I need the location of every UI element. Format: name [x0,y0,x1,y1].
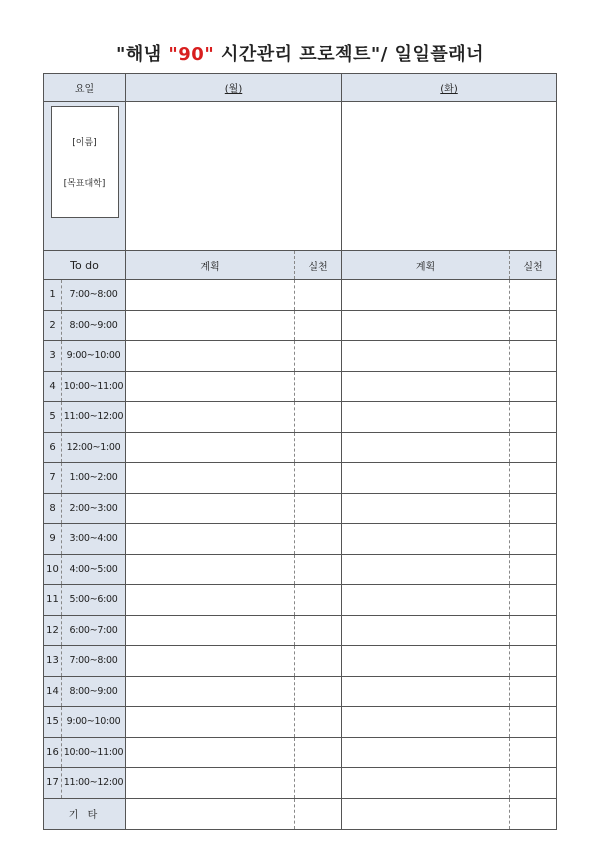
header-row [44,74,557,102]
done-cell-day2[interactable] [510,707,557,738]
slot-time: 7:00~8:00 [62,646,126,677]
plan-cell-day2[interactable] [342,493,510,524]
plan-cell-day1[interactable] [126,615,295,646]
plan-cell-day2[interactable] [342,371,510,402]
slot-time: 6:00~7:00 [62,615,126,646]
plan-cell-day2[interactable] [342,768,510,799]
time-slot-row [44,371,557,402]
plan-cell-day2[interactable] [342,676,510,707]
time-slot-row [44,676,557,707]
time-slot-row [44,463,557,494]
done-cell-day2[interactable] [510,737,557,768]
time-slot-row [44,737,557,768]
plan-cell-day2[interactable] [342,341,510,372]
slot-number: 1 [44,280,62,311]
plan-cell-day2[interactable] [342,615,510,646]
done-cell-day1[interactable] [295,341,342,372]
slot-number: 7 [44,463,62,494]
yoil-label: 요일 [44,74,126,102]
time-slot-row [44,432,557,463]
done-cell-day1[interactable] [295,737,342,768]
done-cell-day1[interactable] [295,402,342,433]
slot-number: 5 [44,402,62,433]
slot-time: 8:00~9:00 [62,676,126,707]
plan-cell-day2[interactable] [342,310,510,341]
plan-cell-day2[interactable] [342,646,510,677]
slot-number: 10 [44,554,62,585]
time-slot-row [44,402,557,433]
plan-cell-day1[interactable] [126,463,295,494]
plan-cell-day2[interactable] [342,554,510,585]
slot-time: 5:00~6:00 [62,585,126,616]
plan-cell-day1[interactable] [126,707,295,738]
plan-cell-day1[interactable] [126,280,295,311]
footer-row [44,798,557,829]
done-cell-day1[interactable] [295,554,342,585]
name-field: [이름] [72,138,97,148]
column-header-row [44,251,557,280]
slot-time: 12:00~1:00 [62,432,126,463]
plan-cell-day2[interactable] [342,737,510,768]
done-cell-day2[interactable] [510,554,557,585]
done-cell-day1[interactable] [295,585,342,616]
done-cell-day2[interactable] [510,402,557,433]
misc-done-day2[interactable] [510,798,557,829]
plan-cell-day1[interactable] [126,493,295,524]
plan-header-day1: 계획 [126,251,295,280]
time-slot-row [44,310,557,341]
done-cell-day2[interactable] [510,676,557,707]
slot-number: 4 [44,371,62,402]
slot-time: 11:00~12:00 [62,768,126,799]
done-cell-day2[interactable] [510,493,557,524]
planner-table [43,73,557,830]
time-slot-row [44,585,557,616]
slot-time: 2:00~3:00 [62,493,126,524]
plan-cell-day2[interactable] [342,463,510,494]
time-slot-row [44,524,557,555]
slot-time: 9:00~10:00 [62,341,126,372]
time-slot-row [44,554,557,585]
plan-cell-day1[interactable] [126,737,295,768]
plan-cell-day2[interactable] [342,707,510,738]
plan-cell-day2[interactable] [342,280,510,311]
slot-number: 8 [44,493,62,524]
done-header-day1: 실천 [295,251,342,280]
done-cell-day1[interactable] [295,310,342,341]
plan-cell-day2[interactable] [342,585,510,616]
misc-plan-day2[interactable] [342,798,510,829]
todo-name-cell [44,102,126,251]
time-slot-row [44,615,557,646]
slot-time: 10:00~11:00 [62,737,126,768]
done-cell-day2[interactable] [510,432,557,463]
plan-cell-day1[interactable] [126,310,295,341]
time-slot-row [44,493,557,524]
misc-done-day1[interactable] [295,798,342,829]
plan-cell-day1[interactable] [126,646,295,677]
done-cell-day2[interactable] [510,280,557,311]
done-cell-day1[interactable] [295,646,342,677]
done-cell-day2[interactable] [510,768,557,799]
plan-cell-day2[interactable] [342,524,510,555]
day2-label: (화) [440,84,458,95]
done-cell-day1[interactable] [295,463,342,494]
done-header-day2: 실천 [510,251,557,280]
done-cell-day1[interactable] [295,768,342,799]
target-school-field: [목표대학] [63,179,106,189]
done-cell-day2[interactable] [510,371,557,402]
todo-day1[interactable] [126,102,342,251]
done-cell-day1[interactable] [295,371,342,402]
done-cell-day2[interactable] [510,646,557,677]
time-slot-row [44,646,557,677]
slot-time: 7:00~8:00 [62,280,126,311]
misc-plan-day1[interactable] [126,798,295,829]
slot-time: 3:00~4:00 [62,524,126,555]
plan-cell-day2[interactable] [342,402,510,433]
done-cell-day1[interactable] [295,676,342,707]
slot-number: 15 [44,707,62,738]
done-cell-day2[interactable] [510,615,557,646]
plan-cell-day1[interactable] [126,768,295,799]
done-cell-day1[interactable] [295,615,342,646]
done-cell-day1[interactable] [295,493,342,524]
slot-number: 2 [44,310,62,341]
slot-time: 1:00~2:00 [62,463,126,494]
plan-cell-day1[interactable] [126,585,295,616]
plan-cell-day1[interactable] [126,524,295,555]
done-cell-day2[interactable] [510,341,557,372]
done-cell-day2[interactable] [510,524,557,555]
plan-cell-day1[interactable] [126,341,295,372]
done-cell-day1[interactable] [295,707,342,738]
slot-number: 6 [44,432,62,463]
time-slot-row [44,707,557,738]
plan-cell-day1[interactable] [126,432,295,463]
slot-number: 14 [44,676,62,707]
todo-row [44,102,557,251]
plan-cell-day1[interactable] [126,402,295,433]
plan-cell-day1[interactable] [126,371,295,402]
time-slot-row [44,768,557,799]
time-slot-row [44,341,557,372]
title-suffix: 시간관리 프로젝트"/ 일일플래너 [214,44,485,65]
slot-number: 9 [44,524,62,555]
done-cell-day2[interactable] [510,463,557,494]
plan-cell-day1[interactable] [126,554,295,585]
slot-time: 9:00~10:00 [62,707,126,738]
slot-number: 13 [44,646,62,677]
todo-label: To do [44,251,126,280]
slot-number: 16 [44,737,62,768]
done-cell-day2[interactable] [510,310,557,341]
day1-label: (월) [224,84,243,95]
todo-day2[interactable] [342,102,557,251]
day1-header[interactable] [126,74,342,102]
slot-time: 4:00~5:00 [62,554,126,585]
time-slot-row [44,280,557,311]
done-cell-day1[interactable] [295,524,342,555]
misc-label: 기 타 [44,798,126,829]
done-cell-day2[interactable] [510,585,557,616]
slot-time: 8:00~9:00 [62,310,126,341]
page-title [0,40,600,66]
day2-header[interactable] [342,74,557,102]
slot-number: 11 [44,585,62,616]
slot-time: 11:00~12:00 [62,402,126,433]
done-cell-day1[interactable] [295,280,342,311]
title-prefix: "해냄 [115,44,169,65]
slot-number: 12 [44,615,62,646]
plan-cell-day2[interactable] [342,432,510,463]
title-accent: "90" [168,44,215,65]
plan-cell-day1[interactable] [126,676,295,707]
slot-number: 17 [44,768,62,799]
plan-header-day2: 계획 [342,251,510,280]
slot-time: 10:00~11:00 [62,371,126,402]
slot-number: 3 [44,341,62,372]
done-cell-day1[interactable] [295,432,342,463]
name-box[interactable] [51,106,119,218]
